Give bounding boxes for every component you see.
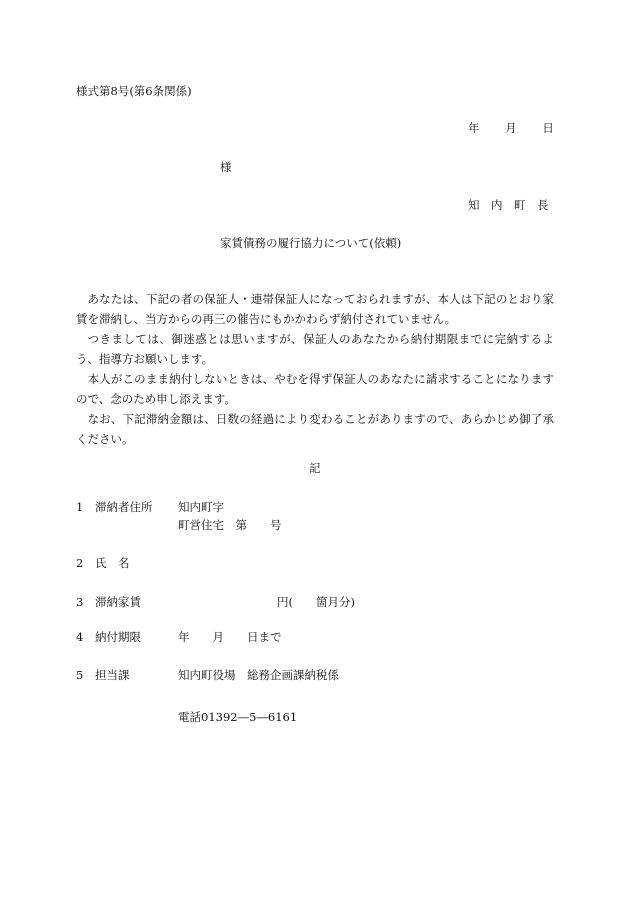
item-4-number: 4 — [76, 630, 84, 644]
body-paragraph: 本人がこのまま納付しないときは、やむを得ず保証人のあなたに請求することになりますので、念のため申し添えます。 — [76, 372, 554, 406]
sender-title: 知 内 町 長 — [468, 198, 549, 212]
body-paragraph: つきましては、御迷惑とは思いますが、保証人のあなたから納付期限までに完納するよう、指導方お願いします。 — [76, 332, 554, 366]
addressee-suffix: 様 — [220, 160, 232, 174]
item-1-label: 滞納者住所 — [95, 500, 153, 514]
date-month: 月 — [505, 121, 517, 135]
item-3-label: 滞納家賃 — [95, 595, 141, 609]
body-paragraph: あなたは、下記の者の保証人・連帯保証人になっておられますが、本人は下記のとおり家賃を滞納し、当方からの再三の催告にもかかわらず納付されていません。 — [76, 292, 554, 326]
item-1-value: 知内町字 — [178, 500, 224, 514]
item-5-number: 5 — [76, 668, 84, 682]
item-5-value: 知内町役場 総務企画課納税係 — [178, 668, 339, 682]
date-line — [468, 123, 554, 135]
item-1-value2: 町営住宅 第 号 — [178, 518, 282, 532]
date-day: 日 — [542, 121, 554, 135]
body-paragraph: なお、下記滞納金額は、日数の経過により変わることがありますので、あらかじめ御了承ください。 — [76, 412, 554, 446]
item-4-value: 年 月 日まで — [178, 630, 282, 644]
form-number: 様式第8号(第6条関係) — [76, 84, 192, 98]
item-2-label: 氏 名 — [95, 556, 130, 570]
item-2-number: 2 — [76, 556, 84, 570]
item-4-label: 納付期限 — [95, 630, 141, 644]
item-3-number: 3 — [76, 595, 84, 609]
item-3-value: 円( 箇月分) — [277, 595, 355, 609]
document-title: 家賃債務の履行協力について(依頼) — [220, 236, 402, 250]
item-1-number: 1 — [76, 500, 84, 514]
body-text — [76, 289, 554, 449]
item-5-label: 担当課 — [95, 668, 130, 682]
date-year: 年 — [468, 121, 480, 135]
ki-heading: 記 — [309, 461, 321, 475]
item-5-phone: 電話01392―5―6161 — [178, 710, 298, 724]
